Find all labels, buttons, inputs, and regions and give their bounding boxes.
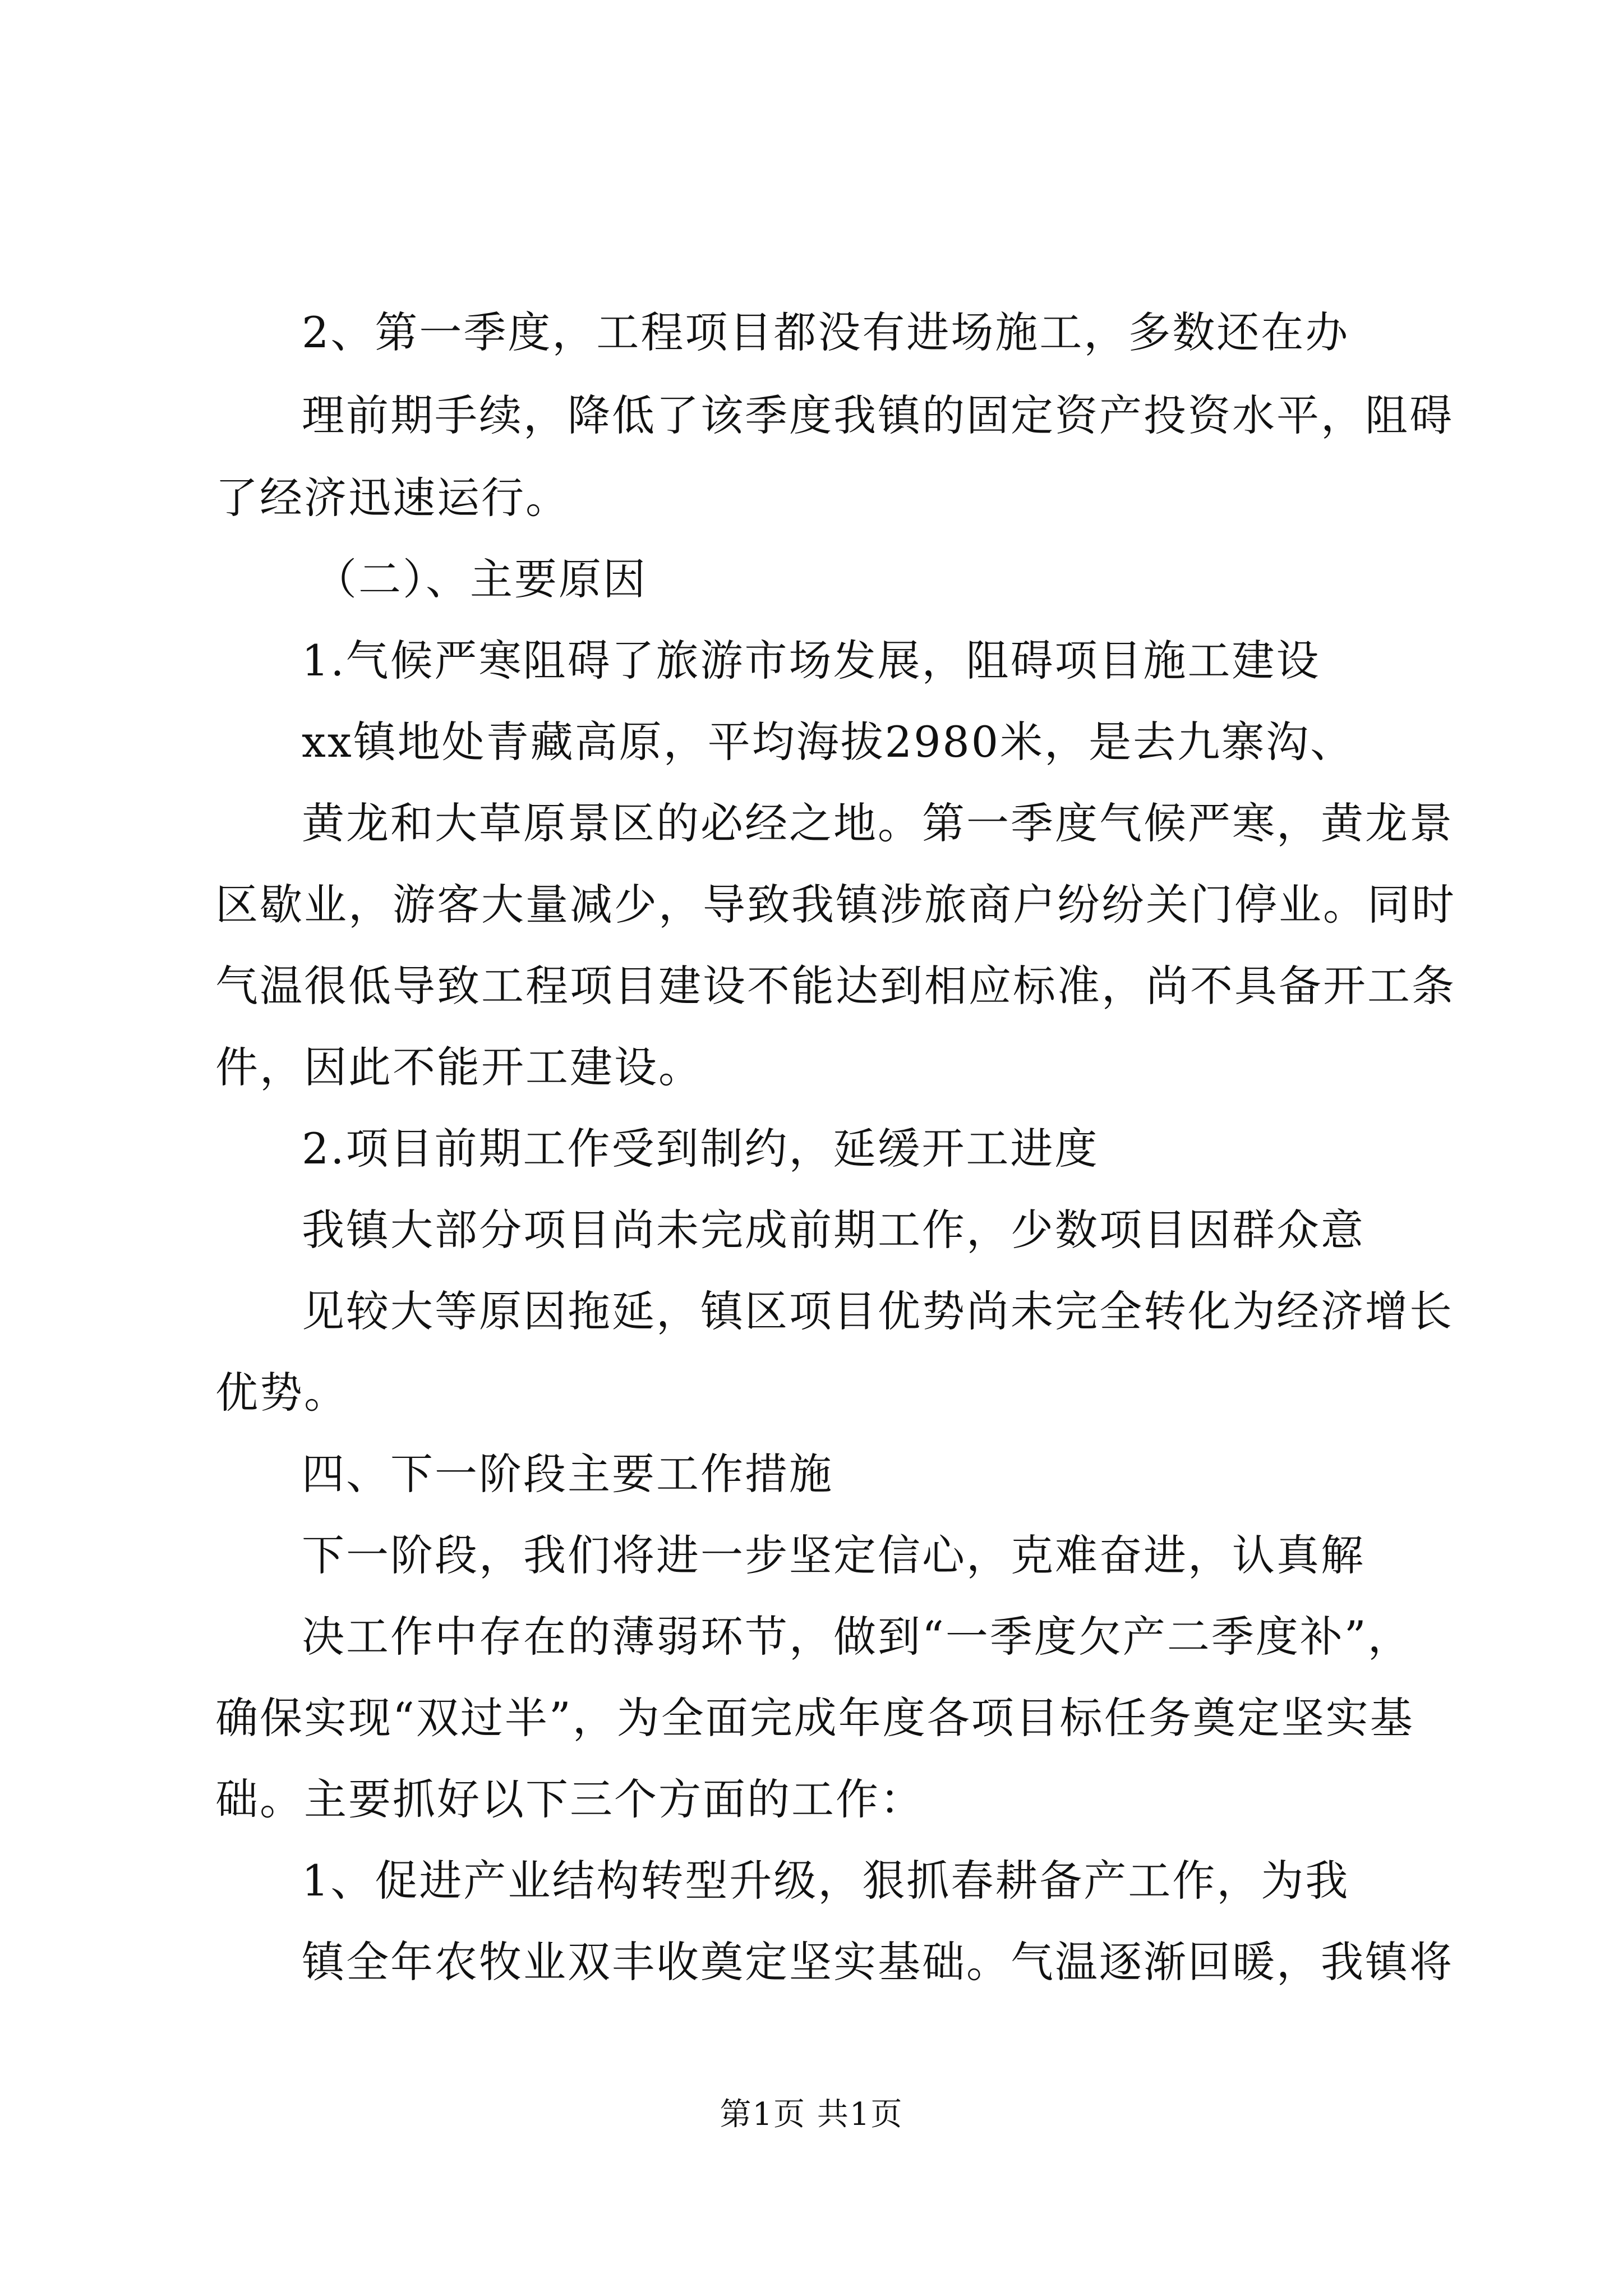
paragraph-line: 决工作中存在的薄弱环节，做到“一季度欠产二季度补”， bbox=[302, 1612, 1412, 1662]
subsection-heading: 2.项目前期工作受到制约，延缓开工进度 bbox=[302, 1124, 1099, 1174]
paragraph-line: 1、促进产业结构转型升级，狠抓春耕备产工作，为我 bbox=[302, 1856, 1350, 1906]
paragraph-line: 优势。 bbox=[215, 1368, 348, 1418]
page-number-footer: 第1页 共1页 bbox=[720, 2096, 903, 2133]
paragraph-line: 了经济迅速运行。 bbox=[215, 473, 570, 523]
subsection-heading: 1.气候严寒阻碍了旅游市场发展，阻碍项目施工建设 bbox=[302, 636, 1321, 685]
paragraph-line: 黄龙和大草原景区的必经之地。第一季度气候严寒，黄龙景 bbox=[302, 798, 1454, 848]
paragraph-line: 见较大等原因拖延，镇区项目优势尚未完全转化为经济增长 bbox=[302, 1286, 1454, 1336]
paragraph-line: 区歇业，游客大量减少，导致我镇涉旅商户纷纷关门停业。同时 bbox=[215, 880, 1456, 930]
paragraph-line: 气温很低导致工程项目建设不能达到相应标准，尚不具备开工条 bbox=[215, 961, 1456, 1011]
section-heading: 四、下一阶段主要工作措施 bbox=[302, 1449, 833, 1499]
paragraph-line: 确保实现“双过半”，为全面完成年度各项目标任务奠定坚实基 bbox=[215, 1693, 1414, 1743]
paragraph-line: 下一阶段，我们将进一步坚定信心，克难奋进，认真解 bbox=[302, 1530, 1365, 1580]
paragraph-line: 础。主要抓好以下三个方面的工作： bbox=[215, 1774, 924, 1824]
paragraph-line: 我镇大部分项目尚未完成前期工作，少数项目因群众意 bbox=[302, 1205, 1365, 1255]
section-heading: （二）、主要原因 bbox=[314, 554, 647, 604]
paragraph-line: xx镇地处青藏高原，平均海拔2980米，是去九寨沟、 bbox=[302, 717, 1355, 767]
paragraph-line: 件，因此不能开工建设。 bbox=[215, 1042, 703, 1092]
paragraph-line: 2、第一季度，工程项目都没有进场施工，多数还在办 bbox=[302, 307, 1350, 357]
paragraph-line: 镇全年农牧业双丰收奠定坚实基础。气温逐渐回暖，我镇将 bbox=[302, 1937, 1454, 1987]
paragraph-line: 理前期手续，降低了该季度我镇的固定资产投资水平，阻碍 bbox=[302, 390, 1454, 440]
